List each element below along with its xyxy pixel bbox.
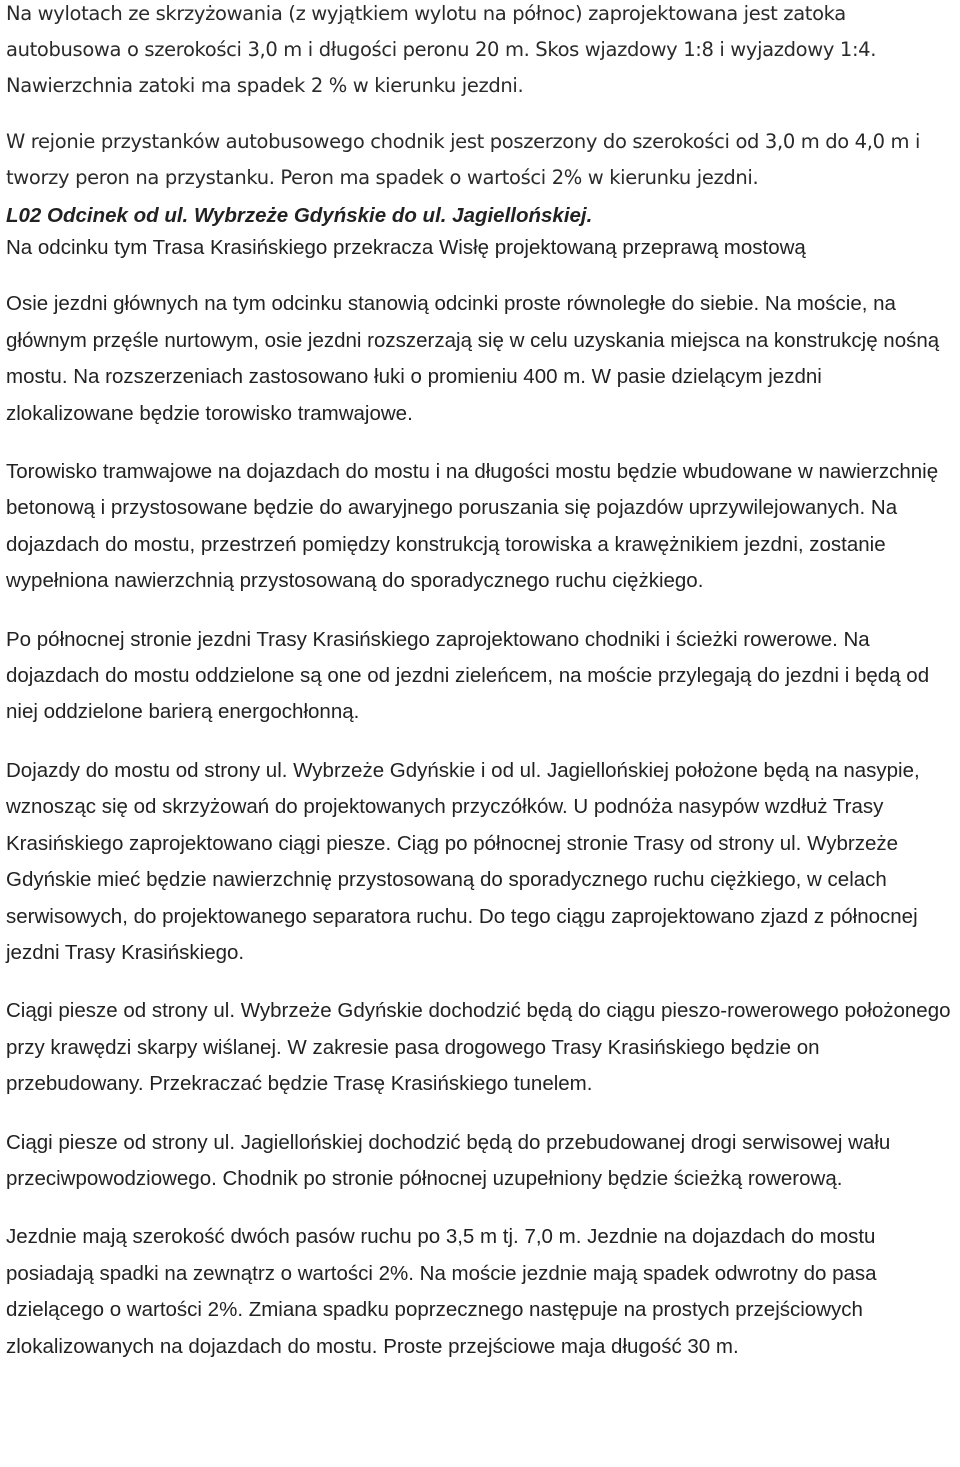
paragraph-bus-bay: Na wylotach ze skrzyżowania (z wyjątkiem wylotu na północ) zaprojektowana jest zatoka autobusowa o szerokości 3,0 m i długości peronu 20 m. Skos wjazdowy 1:8 i wyjazdowy 1:4. Nawierzchnia zatoki ma spadek 2 % w kierunku jezdni.	[6, 2, 877, 97]
paragraph-bus-stop-sidewalk: W rejonie przystanków autobusowego chodnik jest poszerzony do szerokości od 3,0 m do 4,0 m i tworzy peron na przystanku. Peron ma spadek o wartości 2% w kierunku jezdni.	[6, 130, 921, 189]
intro-block	[6, 0, 952, 196]
section-lead: Na odcinku tym Trasa Krasińskiego przekracza Wisłę projektowaną przeprawą mostową	[6, 236, 806, 259]
paragraph-tram-track: Torowisko tramwajowe na dojazdach do mostu i na długości mostu będzie wbudowane w nawierzchnię betonową i przystosowane będzie do awaryjnego poruszania się pojazdów uprzywilejowanych. Na dojazdach do mostu, przestrzeń pomiędzy konstrukcją torowiska a krawężnikiem jezdni, zostanie wypełniona nawierzchnią przystosowaną do sporadycznego ruchu ciężkiego.	[6, 460, 939, 593]
section-heading: L02 Odcinek od ul. Wybrzeże Gdyńskie do ul. Jagiellońskiej.	[6, 204, 593, 227]
paragraph-road-axes: Osie jezdni głównych na tym odcinku stanowią odcinki proste równoległe do siebie. Na moście, na głównym przęśle nurtowym, osie jezdni rozszerzają się w celu uzyskania miejsca na konstrukcję nośną mostu. Na rozszerzeniach zastosowano łuki o promieniu 400 m. W pasie dzielącym jezdni zlokalizowane będzie torowisko tramwajowe.	[6, 292, 940, 425]
paragraph-pedestrian-jagiellonska: Ciągi piesze od strony ul. Jagiellońskiej dochodzić będą do przebudowanej drogi serwisowej wału przeciwpowodziowego. Chodnik po stronie północnej uzupełniony będzie ścieżką rowerową.	[6, 1130, 891, 1190]
paragraph-sidewalks-bike-paths: Po północnej stronie jezdni Trasy Krasińskiego zaprojektowano chodniki i ścieżki rowerowe. Na dojazdach do mostu oddzielone są one od jezdni zieleńcem, na moście przylegają do jezdni i będą od niej oddzielone barierą energochłonną.	[6, 627, 930, 724]
paragraph-roadway-width: Jezdnie mają szerokość dwóch pasów ruchu po 3,5 m tj. 7,0 m. Jezdnie na dojazdach do mostu posiadają spadki na zewnątrz o wartości 2%. Na moście jezdnie mają spadek odwrotny do pasa dzielącego o wartości 2%. Zmiana spadku poprzecznego następuje na prostych przejściowych zlokalizowanych na dojazdach do mostu. Proste przejściowe maja długość 30 m.	[6, 1225, 877, 1358]
paragraph-bridge-approaches: Dojazdy do mostu od strony ul. Wybrzeże Gdyńskie i od ul. Jagiellońskiej położone będą na nasypie, wznosząc się od skrzyżowań do projektowanych przyczółków. U podnóża nasypów wzdłuż Trasy Krasińskiego zaprojektowano ciągi piesze. Ciąg po północnej stronie Trasy od strony ul. Wybrzeże Gdyńskie mieć będzie nawierzchnię przystosowaną do sporadycznego ruchu ciężkiego, w celach serwisowych, do projektowanego separatora ruchu. Do tego ciągu zaprojektowano zjazd z północnej jezdni Trasy Krasińskiego.	[6, 758, 920, 964]
paragraph-pedestrian-wybrzeze: Ciągi piesze od strony ul. Wybrzeże Gdyńskie dochodzić będą do ciągu pieszo-rowerowego położonego przy krawędzi skarpy wiślanej. W zakresie pasa drogowego Trasy Krasińskiego będzie on przebudowany. Przekraczać będzie Trasę Krasińskiego tunelem.	[6, 999, 951, 1096]
